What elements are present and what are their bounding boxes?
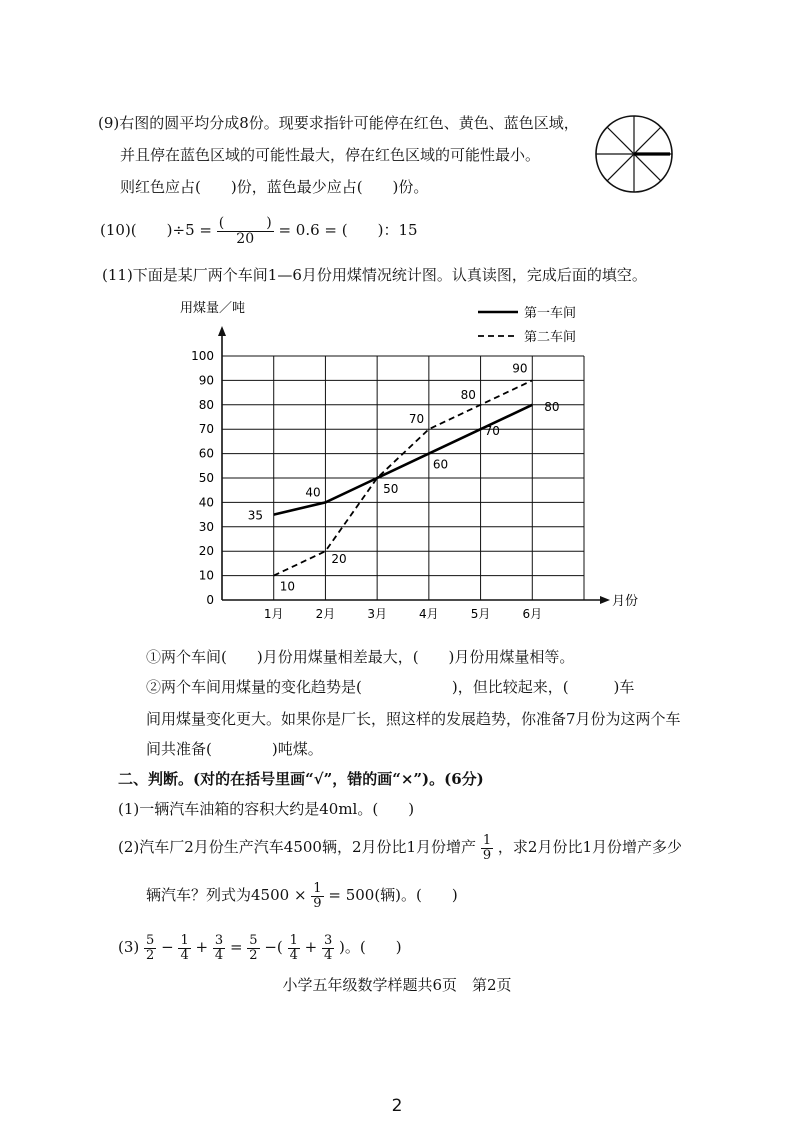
judge-item-3 bbox=[118, 934, 402, 962]
q10-fraction bbox=[217, 216, 274, 246]
frac-num: 1 bbox=[289, 933, 298, 948]
judge2-text-b-end: = 500(辆)。( ) bbox=[328, 886, 458, 905]
q9-line3: 则红色应占( )份，蓝色最少应占( )份。 bbox=[120, 178, 429, 196]
y-tick-label: 40 bbox=[198, 495, 214, 510]
frac-den: 4 bbox=[289, 947, 298, 963]
x-tick-label: 6月 bbox=[522, 607, 543, 621]
frac-num: 3 bbox=[323, 933, 333, 948]
judge-item-2-line2 bbox=[146, 882, 458, 910]
y-tick-label: 100 bbox=[191, 349, 214, 363]
operator: −( bbox=[264, 938, 283, 957]
page-number: 2 bbox=[391, 1096, 403, 1116]
q11-sub1: ①两个车间( )月份用煤量相差最大，( )月份用煤量相等。 bbox=[146, 648, 575, 666]
data-label-workshop-1: 40 bbox=[305, 485, 321, 500]
q10-frac-num: ( ) bbox=[218, 215, 272, 231]
frac-den: 9 bbox=[482, 847, 492, 863]
judge2-text-b: 辆汽车？列式为4500 × bbox=[146, 886, 307, 905]
frac-num: 5 bbox=[249, 933, 258, 948]
q11-sub2c: 间共准备( )吨煤。 bbox=[146, 740, 323, 758]
judge2-text-a-end: ，求2月份比1月份增产多少 bbox=[497, 838, 682, 857]
y-tick-label: 0 bbox=[206, 593, 214, 607]
frac-3-4 bbox=[213, 934, 225, 962]
data-label-workshop-1: 70 bbox=[484, 424, 500, 439]
data-label-workshop-1: 80 bbox=[544, 399, 560, 414]
x-tick-label: 2月 bbox=[315, 607, 336, 621]
y-tick-label: 10 bbox=[198, 568, 214, 583]
judge2-text-a: (2)汽车厂2月份生产汽车4500辆，2月份比1月份增产 bbox=[118, 838, 477, 857]
x-tick-label: 5月 bbox=[470, 607, 491, 621]
coal-usage-line-chart bbox=[170, 296, 650, 626]
y-tick-label: 70 bbox=[198, 422, 214, 437]
operator: + bbox=[195, 938, 209, 957]
q10-line bbox=[100, 216, 418, 246]
judge-item-1: (1)一辆汽车油箱的容积大约是40ml。( ) bbox=[118, 800, 415, 818]
y-tick-label: 50 bbox=[198, 471, 214, 485]
frac-den: 4 bbox=[180, 947, 189, 963]
q9-line2: 并且停在蓝色区域的可能性最大，停在红色区域的可能性最小。 bbox=[120, 146, 541, 164]
data-label-workshop-2: 90 bbox=[512, 361, 528, 376]
frac-den: 9 bbox=[313, 895, 322, 911]
judge3-label: (3) bbox=[118, 938, 140, 957]
data-label-workshop-1: 60 bbox=[432, 457, 449, 472]
frac-num: 1 bbox=[482, 833, 492, 848]
data-label-workshop-2: 70 bbox=[408, 412, 425, 427]
q10-suffix: = 0.6 = ( )：15 bbox=[278, 221, 418, 240]
y-tick-label: 20 bbox=[198, 544, 214, 559]
x-tick-label: 3月 bbox=[367, 607, 387, 621]
legend-label-workshop-1: 第一车间 bbox=[524, 306, 577, 321]
judge3-end: )。( ) bbox=[339, 938, 402, 957]
y-axis-arrow bbox=[218, 326, 226, 336]
frac-den: 4 bbox=[214, 947, 224, 963]
q9-line1: (9)右图的圆平均分成8份。现要求指针可能停在红色、黄色、蓝色区域， bbox=[98, 114, 579, 132]
data-label-workshop-2: 20 bbox=[331, 552, 347, 567]
page-footer: 小学五年级数学样题共6页 第2页 bbox=[282, 976, 512, 994]
x-tick-label: 1月 bbox=[263, 607, 284, 621]
q11-sub2a: ②两个车间用煤量的变化趋势是( )，但比较起来，( )车 bbox=[146, 678, 635, 696]
x-axis-arrow bbox=[600, 596, 610, 604]
y-tick-label: 90 bbox=[198, 373, 214, 388]
y-axis-label: 用煤量／吨 bbox=[180, 301, 246, 316]
y-tick-label: 30 bbox=[198, 519, 214, 534]
frac-den: 2 bbox=[146, 947, 155, 963]
judge2-fraction-b bbox=[311, 882, 323, 910]
frac-1-4 bbox=[288, 934, 300, 962]
frac-5-2 bbox=[247, 934, 259, 962]
frac-5-2 bbox=[144, 934, 156, 962]
operator: − bbox=[161, 938, 174, 957]
x-tick-label: 4月 bbox=[419, 607, 439, 621]
frac-num: 1 bbox=[313, 881, 322, 896]
judge-item-2-line1 bbox=[118, 834, 682, 862]
y-tick-label: 80 bbox=[198, 397, 214, 412]
operator: + bbox=[304, 938, 318, 957]
legend-label-workshop-2: 第二车间 bbox=[524, 330, 577, 345]
frac-num: 5 bbox=[146, 933, 155, 948]
y-tick-label: 60 bbox=[198, 446, 214, 461]
spinner-circle-diagram bbox=[592, 112, 676, 196]
frac-num: 3 bbox=[214, 933, 224, 948]
frac-3-4 bbox=[322, 934, 334, 962]
x-axis-label: 月份 bbox=[612, 594, 639, 609]
q10-prefix: (10)( )÷5 = bbox=[100, 221, 212, 240]
frac-den: 2 bbox=[249, 947, 258, 963]
frac-num: 1 bbox=[180, 933, 189, 948]
data-label-workshop-1: 50 bbox=[383, 482, 399, 496]
section2-title: 二、判断。(对的在括号里画“√”，错的画“×”)。(6分) bbox=[118, 770, 484, 788]
judge2-fraction-a bbox=[481, 834, 493, 862]
data-label-workshop-2: 10 bbox=[279, 579, 295, 594]
data-label-workshop-2: 80 bbox=[460, 387, 476, 402]
frac-den: 4 bbox=[323, 947, 333, 963]
q11-sub2b: 间用煤量变化更大。如果你是厂长，照这样的发展趋势，你准备7月份为这两个车 bbox=[146, 710, 681, 728]
frac-1-4 bbox=[178, 934, 190, 962]
data-label-workshop-1: 35 bbox=[247, 508, 263, 523]
q11-intro: (11)下面是某厂两个车间1—6月份用煤情况统计图。认真读图，完成后面的填空。 bbox=[102, 266, 647, 284]
operator: = bbox=[229, 938, 243, 957]
q10-frac-den: 20 bbox=[236, 230, 255, 247]
